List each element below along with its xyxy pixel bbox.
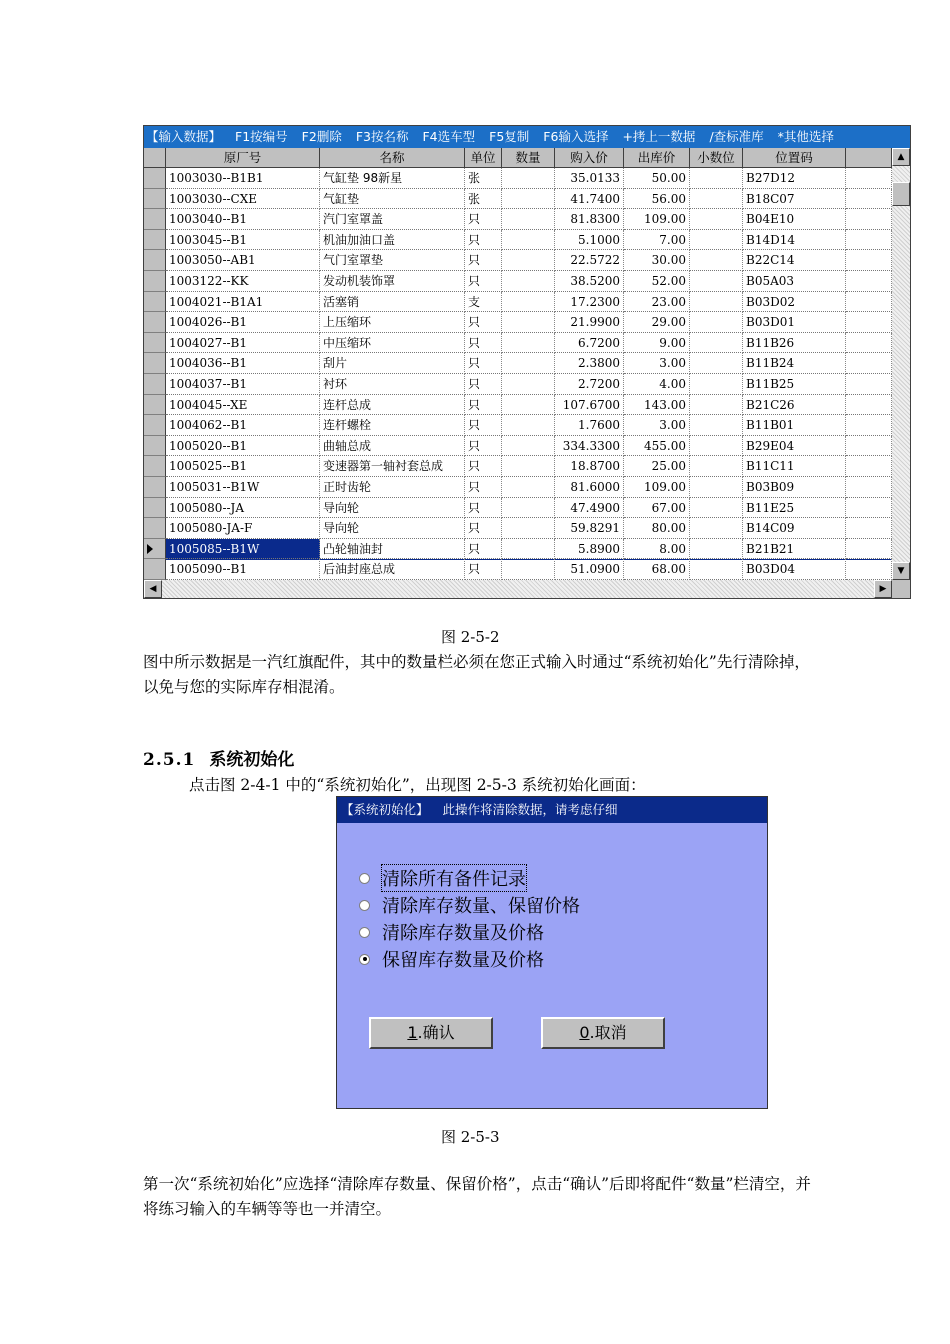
cell-qty[interactable] — [502, 518, 555, 539]
row-selector[interactable] — [144, 189, 166, 210]
section-number: 2.5.1 — [143, 750, 196, 770]
cell-filler — [846, 518, 892, 539]
cell-unit[interactable]: 只 — [465, 374, 502, 395]
cell-loc[interactable]: B03D01 — [743, 312, 846, 333]
cell-name[interactable]: 衬环 — [320, 374, 465, 395]
system-init-dialog — [336, 796, 768, 1109]
cell-unit[interactable]: 张 — [465, 189, 502, 210]
row-selector[interactable] — [144, 395, 166, 416]
cell-qty[interactable] — [502, 498, 555, 519]
cell-buy[interactable]: 2.3800 — [555, 353, 624, 374]
cell-qty[interactable] — [502, 312, 555, 333]
table-row[interactable] — [144, 271, 892, 292]
cell-loc[interactable]: B04E10 — [743, 209, 846, 230]
radio-selected-icon[interactable] — [359, 954, 370, 965]
section-title: 系统初始化 — [209, 750, 295, 770]
cell-unit[interactable]: 张 — [465, 168, 502, 189]
cell-code[interactable]: 1004026--B1 — [166, 312, 320, 333]
cell-buy[interactable]: 334.3300 — [555, 436, 624, 457]
column-header[interactable]: 单位 — [465, 148, 502, 168]
cell-filler — [846, 477, 892, 498]
row-selector[interactable] — [144, 498, 166, 519]
figure-caption-2-5-3: 图 2-5-3 — [441, 1128, 500, 1146]
cell-name[interactable]: 气门室罩垫 — [320, 250, 465, 271]
confirm-hotkey: 1 — [407, 1023, 418, 1042]
column-header[interactable]: 位置码 — [743, 148, 846, 168]
cell-filler — [846, 415, 892, 436]
scroll-down-icon[interactable]: ▼ — [892, 562, 910, 580]
cell-loc[interactable]: B27D12 — [743, 168, 846, 189]
cell-loc[interactable]: B22C14 — [743, 250, 846, 271]
cell-qty[interactable] — [502, 539, 555, 560]
cell-sell[interactable]: 56.00 — [624, 189, 690, 210]
cell-qty[interactable] — [502, 333, 555, 354]
row-selector[interactable] — [144, 477, 166, 498]
cell-sell[interactable]: 4.00 — [624, 374, 690, 395]
cell-sell[interactable]: 109.00 — [624, 209, 690, 230]
paragraph-advice: 第一次“系统初始化”应选择“清除库存数量、保留价格”，点击“确认”后即将配件“数量”栏清空，并将练习输入的车辆等等也一并清空。 — [143, 1175, 811, 1218]
row-selector[interactable] — [144, 168, 166, 189]
cell-sell[interactable]: 143.00 — [624, 395, 690, 416]
cell-sell[interactable]: 9.00 — [624, 333, 690, 354]
toolbar-item[interactable]: F1按编号 — [235, 129, 288, 144]
cell-code[interactable]: 1004021--B1A1 — [166, 292, 320, 313]
cell-filler — [846, 395, 892, 416]
row-selector[interactable] — [144, 539, 166, 560]
cell-loc[interactable]: B14C09 — [743, 518, 846, 539]
cell-qty[interactable] — [502, 436, 555, 457]
cell-filler — [846, 436, 892, 457]
grid-header — [144, 148, 892, 168]
column-header[interactable]: 数量 — [502, 148, 555, 168]
cell-unit[interactable]: 只 — [465, 353, 502, 374]
option-clear-qty-and-price[interactable] — [359, 919, 544, 945]
table-row[interactable] — [144, 292, 892, 313]
cell-name[interactable]: 凸轮轴油封 — [320, 539, 465, 560]
cell-code[interactable]: 1004037--B1 — [166, 374, 320, 395]
cell-code[interactable]: 1005020--B1 — [166, 436, 320, 457]
cell-filler — [846, 168, 892, 189]
cell-name[interactable]: 连杆总成 — [320, 395, 465, 416]
cell-loc[interactable]: B05A03 — [743, 271, 846, 292]
option-label: 清除库存数量及价格 — [382, 923, 544, 944]
cell-sell[interactable]: 25.00 — [624, 456, 690, 477]
cancel-button[interactable] — [541, 1017, 665, 1049]
cell-dec[interactable] — [690, 353, 743, 374]
table-row[interactable] — [144, 168, 892, 189]
cell-filler — [846, 230, 892, 251]
row-selector[interactable] — [144, 230, 166, 251]
cell-filler — [846, 374, 892, 395]
cell-sell[interactable]: 50.00 — [624, 168, 690, 189]
cell-buy[interactable]: 18.8700 — [555, 456, 624, 477]
dialog-title — [337, 797, 767, 823]
cell-dec[interactable] — [690, 477, 743, 498]
cell-unit[interactable]: 只 — [465, 539, 502, 560]
cell-name[interactable]: 后油封座总成 — [320, 559, 465, 580]
cell-qty[interactable] — [502, 189, 555, 210]
cell-code[interactable]: 1003030--B1B1 — [166, 168, 320, 189]
cell-qty[interactable] — [502, 271, 555, 292]
cell-filler — [846, 271, 892, 292]
cell-name[interactable]: 汽门室罩盖 — [320, 209, 465, 230]
cell-loc[interactable]: B21C26 — [743, 395, 846, 416]
cell-unit[interactable]: 支 — [465, 292, 502, 313]
parts-grid-window — [143, 125, 911, 599]
cancel-label: .取消 — [589, 1023, 627, 1042]
cell-qty[interactable] — [502, 250, 555, 271]
cell-code[interactable]: 1005085--B1W — [166, 539, 320, 560]
cell-name[interactable]: 连杆螺栓 — [320, 415, 465, 436]
option-keep-qty-and-price[interactable] — [359, 946, 544, 972]
grid-toolbar — [144, 126, 910, 148]
cell-filler — [846, 539, 892, 560]
cell-filler — [846, 456, 892, 477]
paragraph-intro: 图中所示数据是一汽红旗配件，其中的数量栏必须在您正式输入时通过“系统初始化”先行清除掉，以免与您的实际库存相混淆。 — [143, 653, 810, 696]
cell-code[interactable]: 1003040--B1 — [166, 209, 320, 230]
scroll-left-icon[interactable]: ◀ — [144, 580, 162, 598]
cell-sell[interactable]: 68.00 — [624, 559, 690, 580]
row-selector[interactable] — [144, 333, 166, 354]
table-row[interactable] — [144, 498, 892, 519]
cell-sell[interactable]: 80.00 — [624, 518, 690, 539]
cell-qty[interactable] — [502, 456, 555, 477]
cell-name[interactable]: 发动机装饰罩 — [320, 271, 465, 292]
cell-buy[interactable]: 38.5200 — [555, 271, 624, 292]
cell-sell[interactable]: 455.00 — [624, 436, 690, 457]
cell-qty[interactable] — [502, 395, 555, 416]
dialog-title-main: 【系统初始化】 — [341, 802, 429, 817]
cell-filler — [846, 292, 892, 313]
cell-qty[interactable] — [502, 230, 555, 251]
cell-dec[interactable] — [690, 230, 743, 251]
cell-code[interactable]: 1003045--B1 — [166, 230, 320, 251]
cell-unit[interactable]: 只 — [465, 436, 502, 457]
cell-code[interactable]: 1005090--B1 — [166, 559, 320, 580]
cell-sell[interactable]: 8.00 — [624, 539, 690, 560]
cell-dec[interactable] — [690, 271, 743, 292]
row-selector[interactable] — [144, 312, 166, 333]
cell-name[interactable]: 正时齿轮 — [320, 477, 465, 498]
confirm-label: .确认 — [417, 1023, 455, 1042]
row-selector[interactable] — [144, 436, 166, 457]
cell-unit[interactable]: 只 — [465, 333, 502, 354]
cell-dec[interactable] — [690, 168, 743, 189]
cell-loc[interactable]: B11B24 — [743, 353, 846, 374]
cell-code[interactable]: 1005031--B1W — [166, 477, 320, 498]
cell-loc[interactable]: B14D14 — [743, 230, 846, 251]
cell-filler — [846, 498, 892, 519]
scroll-thumb[interactable] — [892, 182, 910, 206]
radio-icon[interactable] — [359, 873, 370, 884]
cell-buy[interactable]: 22.5722 — [555, 250, 624, 271]
confirm-button[interactable] — [369, 1017, 493, 1049]
radio-icon[interactable] — [359, 900, 370, 911]
cell-sell[interactable]: 29.00 — [624, 312, 690, 333]
radio-icon[interactable] — [359, 927, 370, 938]
section-heading — [143, 745, 294, 770]
cell-buy[interactable]: 51.0900 — [555, 559, 624, 580]
cell-code[interactable]: 1003050--AB1 — [166, 250, 320, 271]
cell-unit[interactable]: 只 — [465, 415, 502, 436]
cell-filler — [846, 250, 892, 271]
cell-name[interactable]: 导向轮 — [320, 498, 465, 519]
cell-dec[interactable] — [690, 518, 743, 539]
cell-buy[interactable]: 47.4900 — [555, 498, 624, 519]
toolbar-item[interactable]: 【输入数据】 — [146, 129, 222, 144]
table-row[interactable] — [144, 395, 892, 416]
cell-dec[interactable] — [690, 559, 743, 580]
row-selector[interactable] — [144, 559, 166, 580]
option-clear-qty-keep-price[interactable] — [359, 892, 580, 918]
cell-buy[interactable]: 41.7400 — [555, 189, 624, 210]
option-label: 清除库存数量、保留价格 — [382, 896, 580, 917]
table-row[interactable] — [144, 539, 892, 561]
cell-unit[interactable]: 只 — [465, 518, 502, 539]
cell-code[interactable]: 1004062--B1 — [166, 415, 320, 436]
option-label: 清除所有备件记录 — [382, 865, 526, 891]
column-header[interactable]: 出库价 — [624, 148, 690, 168]
table-row[interactable] — [144, 312, 892, 333]
cell-qty[interactable] — [502, 374, 555, 395]
table-row[interactable] — [144, 353, 892, 374]
option-label: 保留库存数量及价格 — [382, 950, 544, 971]
cell-code[interactable]: 1004036--B1 — [166, 353, 320, 374]
cell-sell[interactable]: 3.00 — [624, 353, 690, 374]
cell-dec[interactable] — [690, 333, 743, 354]
cell-loc[interactable]: B18C07 — [743, 189, 846, 210]
row-selector[interactable] — [144, 209, 166, 230]
cell-dec[interactable] — [690, 436, 743, 457]
table-row[interactable] — [144, 333, 892, 354]
cell-name[interactable]: 活塞销 — [320, 292, 465, 313]
row-selector[interactable] — [144, 456, 166, 477]
column-header[interactable]: 名称 — [320, 148, 465, 168]
cancel-hotkey: 0 — [579, 1023, 590, 1042]
table-row[interactable] — [144, 209, 892, 230]
cell-dec[interactable] — [690, 395, 743, 416]
cell-name[interactable]: 中压缩环 — [320, 333, 465, 354]
cell-name[interactable]: 曲轴总成 — [320, 436, 465, 457]
current-row-icon — [147, 544, 153, 554]
toolbar-item[interactable]: F2删除 — [301, 129, 342, 144]
cell-dec[interactable] — [690, 415, 743, 436]
cell-name[interactable]: 上压缩环 — [320, 312, 465, 333]
cell-unit[interactable]: 只 — [465, 250, 502, 271]
cell-buy[interactable]: 107.6700 — [555, 395, 624, 416]
toolbar-item[interactable]: F5复制 — [489, 129, 530, 144]
cell-unit[interactable]: 只 — [465, 498, 502, 519]
cell-qty[interactable] — [502, 168, 555, 189]
cell-qty[interactable] — [502, 559, 555, 580]
cell-loc[interactable]: B03D04 — [743, 559, 846, 580]
header-filler — [846, 148, 892, 168]
row-selector[interactable] — [144, 271, 166, 292]
cell-buy[interactable]: 81.6000 — [555, 477, 624, 498]
table-row[interactable] — [144, 415, 892, 436]
table-row[interactable] — [144, 477, 892, 498]
cell-loc[interactable]: B29E04 — [743, 436, 846, 457]
cell-code[interactable]: 1003122--KK — [166, 271, 320, 292]
cell-unit[interactable]: 只 — [465, 271, 502, 292]
cell-buy[interactable]: 81.8300 — [555, 209, 624, 230]
cell-sell[interactable]: 7.00 — [624, 230, 690, 251]
column-header[interactable]: 原厂号 — [166, 148, 320, 168]
cell-dec[interactable] — [690, 456, 743, 477]
cell-unit[interactable]: 只 — [465, 477, 502, 498]
dialog-title-warning: 此操作将清除数据，请考虑仔细 — [442, 802, 618, 817]
cell-dec[interactable] — [690, 292, 743, 313]
cell-loc[interactable]: B11B01 — [743, 415, 846, 436]
row-selector[interactable] — [144, 353, 166, 374]
toolbar-item[interactable]: F4选车型 — [422, 129, 476, 144]
figure-caption-2-5-2: 图 2-5-2 — [441, 628, 500, 646]
vertical-scrollbar[interactable] — [892, 148, 910, 580]
cell-qty[interactable] — [502, 477, 555, 498]
option-clear-all-records[interactable] — [359, 865, 526, 891]
cell-name[interactable]: 气缸垫 — [320, 189, 465, 210]
cell-unit[interactable]: 只 — [465, 230, 502, 251]
cell-dec[interactable] — [690, 209, 743, 230]
cell-sell[interactable]: 3.00 — [624, 415, 690, 436]
cell-name[interactable]: 机油加油口盖 — [320, 230, 465, 251]
cell-unit[interactable]: 只 — [465, 312, 502, 333]
cell-qty[interactable] — [502, 415, 555, 436]
cell-dec[interactable] — [690, 498, 743, 519]
cell-loc[interactable]: B11B26 — [743, 333, 846, 354]
toolbar-item[interactable]: *其他选择 — [777, 129, 834, 144]
cell-dec[interactable] — [690, 312, 743, 333]
column-header[interactable]: 小数位 — [690, 148, 743, 168]
cell-sell[interactable]: 67.00 — [624, 498, 690, 519]
header-corner — [144, 148, 166, 168]
cell-loc[interactable]: B03D02 — [743, 292, 846, 313]
cell-qty[interactable] — [502, 353, 555, 374]
cell-filler — [846, 209, 892, 230]
cell-sell[interactable]: 23.00 — [624, 292, 690, 313]
cell-name[interactable]: 变速器第一轴衬套总成 — [320, 456, 465, 477]
table-row[interactable] — [144, 189, 892, 210]
column-header[interactable]: 购入价 — [555, 148, 624, 168]
table-row[interactable] — [144, 374, 892, 395]
cell-loc[interactable]: B11E25 — [743, 498, 846, 519]
cell-qty[interactable] — [502, 292, 555, 313]
cell-filler — [846, 189, 892, 210]
table-row[interactable] — [144, 456, 892, 477]
cell-buy[interactable]: 6.7200 — [555, 333, 624, 354]
cell-buy[interactable]: 35.0133 — [555, 168, 624, 189]
cell-loc[interactable]: B11C11 — [743, 456, 846, 477]
cell-code[interactable]: 1005080--JA — [166, 498, 320, 519]
cell-name[interactable]: 导向轮 — [320, 518, 465, 539]
cell-loc[interactable]: B21B21 — [743, 539, 846, 560]
row-selector[interactable] — [144, 292, 166, 313]
cell-buy[interactable]: 1.7600 — [555, 415, 624, 436]
cell-buy[interactable]: 21.9900 — [555, 312, 624, 333]
toolbar-item[interactable]: +拷上一数据 — [622, 129, 696, 144]
cell-filler — [846, 333, 892, 354]
cell-buy[interactable]: 17.2300 — [555, 292, 624, 313]
row-selector[interactable] — [144, 415, 166, 436]
cell-buy[interactable]: 5.8900 — [555, 539, 624, 560]
cell-code[interactable]: 1004045--XE — [166, 395, 320, 416]
toolbar-item[interactable]: F6输入选择 — [543, 129, 609, 144]
horizontal-scrollbar[interactable] — [144, 580, 892, 598]
cell-code[interactable]: 1005080-JA-F — [166, 518, 320, 539]
cell-buy[interactable]: 2.7200 — [555, 374, 624, 395]
table-row[interactable] — [144, 230, 892, 251]
cell-buy[interactable]: 59.8291 — [555, 518, 624, 539]
table-row[interactable] — [144, 559, 892, 580]
cell-dec[interactable] — [690, 189, 743, 210]
cell-unit[interactable]: 只 — [465, 395, 502, 416]
scroll-right-icon[interactable]: ▶ — [874, 580, 892, 598]
cell-loc[interactable]: B11B25 — [743, 374, 846, 395]
cell-name[interactable]: 刮片 — [320, 353, 465, 374]
table-row[interactable] — [144, 518, 892, 539]
paragraph-instruction: 点击图 2-4-1 中的“系统初始化”，出现图 2-5-3 系统初始化画面： — [189, 776, 646, 794]
row-selector[interactable] — [144, 518, 166, 539]
cell-code[interactable]: 1005025--B1 — [166, 456, 320, 477]
scroll-up-icon[interactable]: ▲ — [892, 148, 910, 166]
table-row[interactable] — [144, 436, 892, 457]
cell-qty[interactable] — [502, 209, 555, 230]
cell-loc[interactable]: B03B09 — [743, 477, 846, 498]
cell-code[interactable]: 1003030--CXE — [166, 189, 320, 210]
cell-sell[interactable]: 109.00 — [624, 477, 690, 498]
row-selector[interactable] — [144, 250, 166, 271]
cell-dec[interactable] — [690, 374, 743, 395]
cell-dec[interactable] — [690, 539, 743, 560]
cell-filler — [846, 312, 892, 333]
cell-unit[interactable]: 只 — [465, 209, 502, 230]
grid-body — [144, 168, 892, 580]
cell-code[interactable]: 1004027--B1 — [166, 333, 320, 354]
cell-unit[interactable]: 只 — [465, 456, 502, 477]
cell-unit[interactable]: 只 — [465, 559, 502, 580]
toolbar-item[interactable]: /查标准库 — [709, 129, 764, 144]
cell-filler — [846, 559, 892, 580]
table-row[interactable] — [144, 250, 892, 271]
cell-dec[interactable] — [690, 250, 743, 271]
row-selector[interactable] — [144, 374, 166, 395]
cell-buy[interactable]: 5.1000 — [555, 230, 624, 251]
cell-name[interactable]: 气缸垫 98新星 — [320, 168, 465, 189]
cell-filler — [846, 353, 892, 374]
cell-sell[interactable]: 30.00 — [624, 250, 690, 271]
cell-sell[interactable]: 52.00 — [624, 271, 690, 292]
toolbar-item[interactable]: F3按名称 — [355, 129, 409, 144]
